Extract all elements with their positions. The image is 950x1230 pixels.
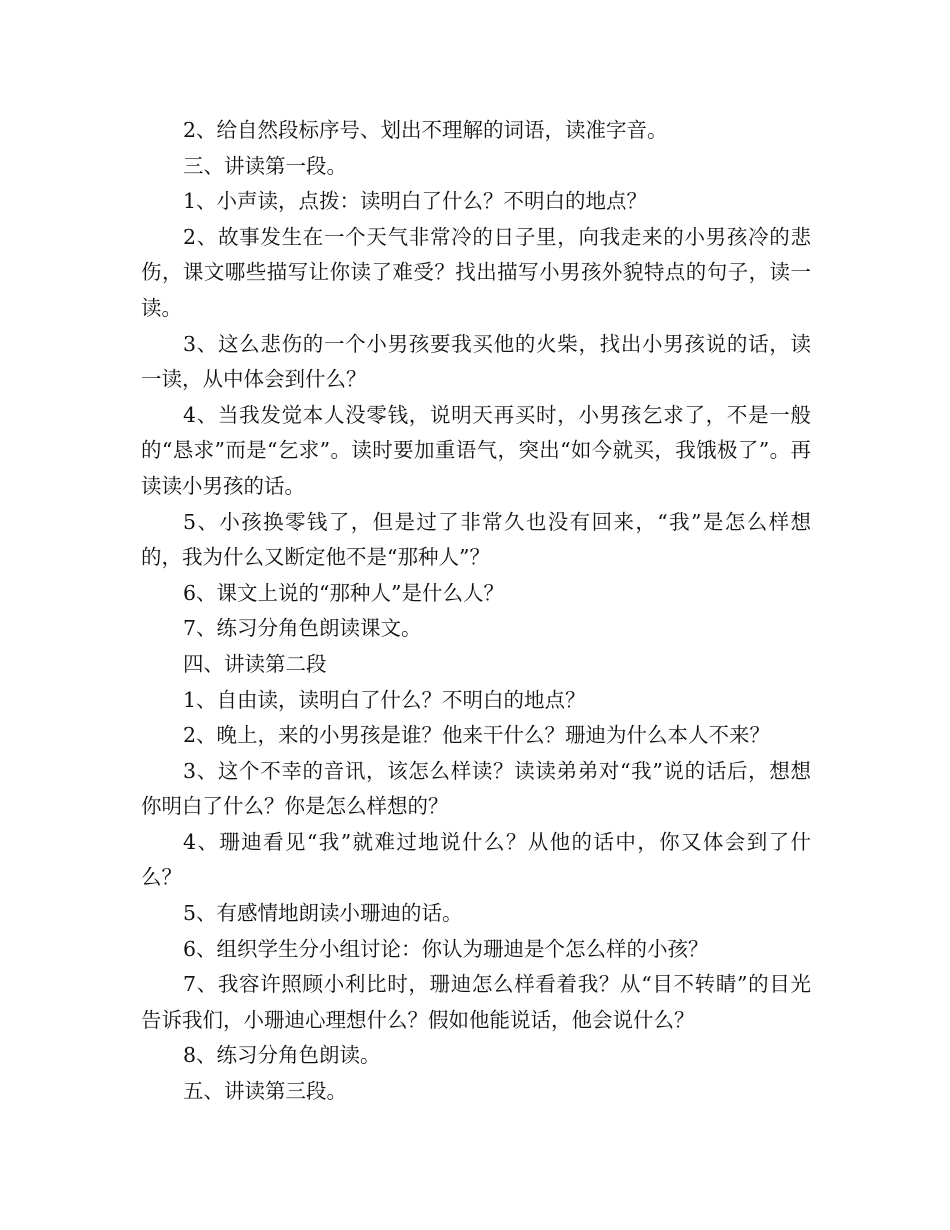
paragraph: 3、这个不幸的音讯，该怎么样读？读读弟弟对“我”说的话后，想想你明白了什么？你是怎么样想的？ [141, 758, 811, 819]
document-body [141, 113, 811, 1110]
paragraph: 5、小孩换零钱了，但是过了非常久也没有回来，“我”是怎么样想的，我为什么又断定他不是“那种人”？ [141, 509, 811, 570]
section-heading: 四、讲读第二段 [183, 651, 327, 676]
paragraph: 2、故事发生在一个天气非常冷的日子里，向我走来的小男孩冷的悲伤，课文哪些描写让你读了难受？找出描写小男孩外貌特点的句子，读一读。 [141, 224, 811, 320]
paragraph: 6、课文上说的“那种人”是什么人？ [183, 580, 505, 605]
paragraph: 6、组织学生分小组讨论：你认为珊迪是个怎么样的小孩？ [183, 936, 709, 961]
section-heading: 三、讲读第一段。 [183, 153, 347, 178]
paragraph: 2、给自然段标序号、划出不理解的词语，读准字音。 [183, 118, 668, 142]
section-heading: 五、讲读第三段。 [183, 1079, 347, 1104]
paragraph: 7、练习分角色朗读课文。 [183, 616, 422, 641]
paragraph: 2、晚上，来的小男孩是谁？他来干什么？珊迪为什么本人不来？ [183, 723, 771, 748]
paragraph: 8、练习分角色朗读。 [183, 1043, 381, 1068]
paragraph: 5、有感情地朗读小珊迪的话。 [183, 901, 463, 926]
paragraph: 4、当我发觉本人没零钱，说明天再买时，小男孩乞求了，不是一般的“恳求”而是“乞求”。读时要加重语气，突出“如今就买，我饿极了”。再读读小男孩的话。 [141, 402, 811, 498]
paragraph: 1、自由读，读明白了什么？不明白的地点？ [183, 687, 586, 712]
paragraph: 7、我容许照顾小利比时，珊迪怎么样看着我？从“目不转睛”的目光告诉我们，小珊迪心理想什么？假如他能说话，他会说什么？ [141, 972, 811, 1032]
paragraph: 3、这么悲伤的一个小男孩要我买他的火柴，找出小男孩说的话，读一读，从中体会到什么？ [141, 331, 811, 392]
paragraph: 4、珊迪看见“我”就难过地说什么？从他的话中，你又体会到了什么？ [141, 829, 811, 890]
paragraph: 1、小声读，点拨：读明白了什么？不明白的地点？ [183, 189, 648, 214]
